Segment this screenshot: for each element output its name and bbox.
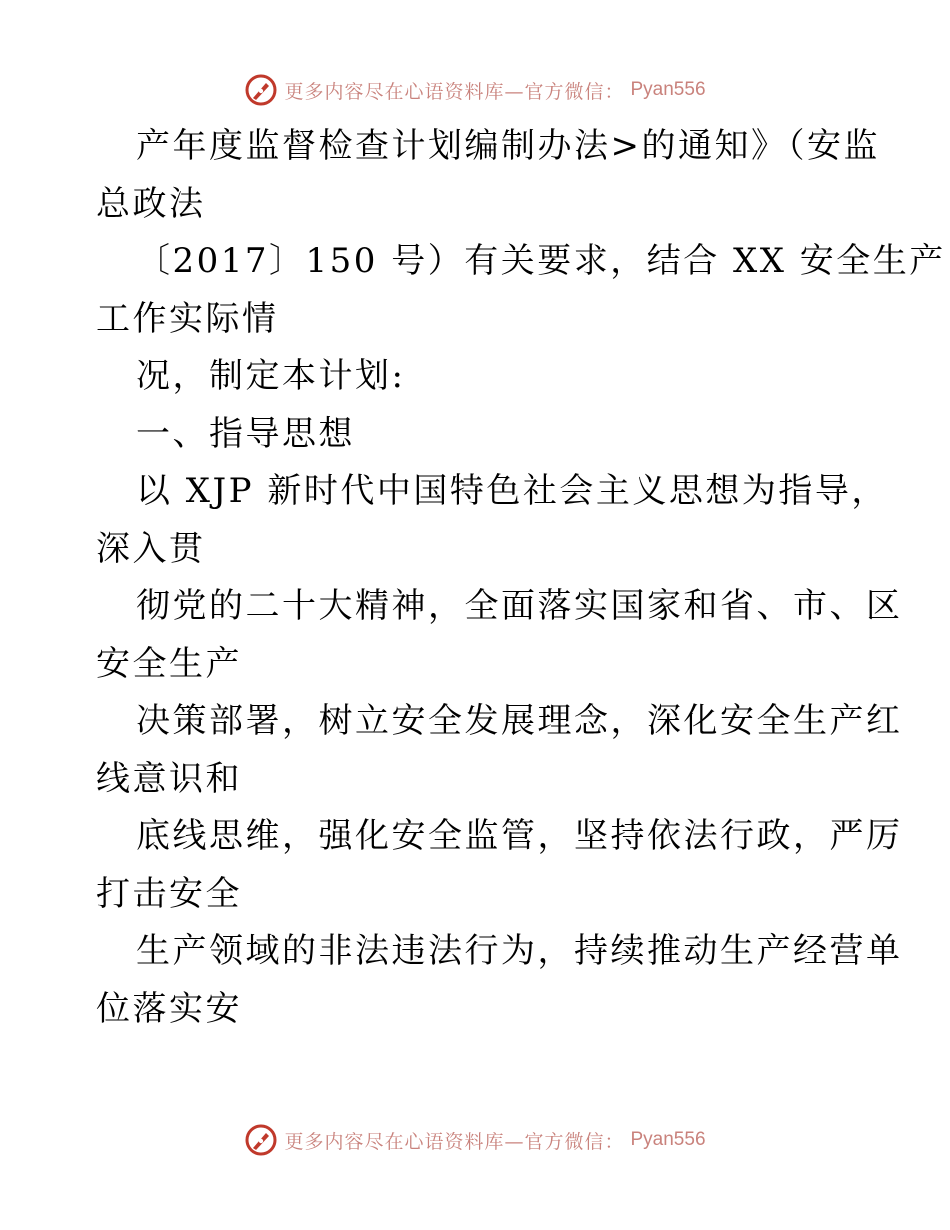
- text-line: 〔2017〕150 号）有关要求，结合 XX 安全生产: [136, 241, 946, 281]
- text-line: 安全生产: [96, 643, 242, 684]
- document-body: [96, 118, 946, 1038]
- pen-nib-seal-icon: [244, 1123, 278, 1157]
- text-line: 生产领域的非法违法行为，持续推动生产经营单: [136, 931, 903, 971]
- text-line: 产年度监督检查计划编制办法>的通知》（安监: [136, 126, 880, 166]
- watermark-brand-text: 更多内容尽在心语资料库—官方微信：: [284, 80, 625, 103]
- watermark-brand-text: 更多内容尽在心语资料库—官方微信：: [284, 1130, 625, 1153]
- watermark-wechat-id: Pyan556: [630, 1129, 706, 1150]
- text-line: 彻党的二十大精神，全面落实国家和省、市、区: [136, 586, 903, 626]
- text-line: 况，制定本计划:: [136, 356, 406, 396]
- text-line: 打击安全: [96, 873, 242, 914]
- footer-watermark: [0, 1120, 950, 1160]
- pen-nib-seal-icon: [244, 73, 278, 107]
- text-line: 总政法: [96, 183, 206, 224]
- watermark-wechat-id: Pyan556: [630, 79, 706, 100]
- text-line: 底线思维，强化安全监管，坚持依法行政，严厉: [136, 816, 903, 856]
- text-line: 位落实安: [96, 988, 242, 1029]
- text-line: 深入贯: [96, 528, 206, 569]
- header-watermark: [0, 70, 950, 110]
- text-line: 以 XJP 新时代中国特色社会主义思想为指导，: [136, 471, 888, 511]
- text-line: 一、指导思想: [136, 413, 355, 454]
- text-line: 工作实际情: [96, 298, 279, 339]
- text-line: 决策部署，树立安全发展理念，深化安全生产红: [136, 701, 903, 741]
- text-line: 线意识和: [96, 758, 242, 799]
